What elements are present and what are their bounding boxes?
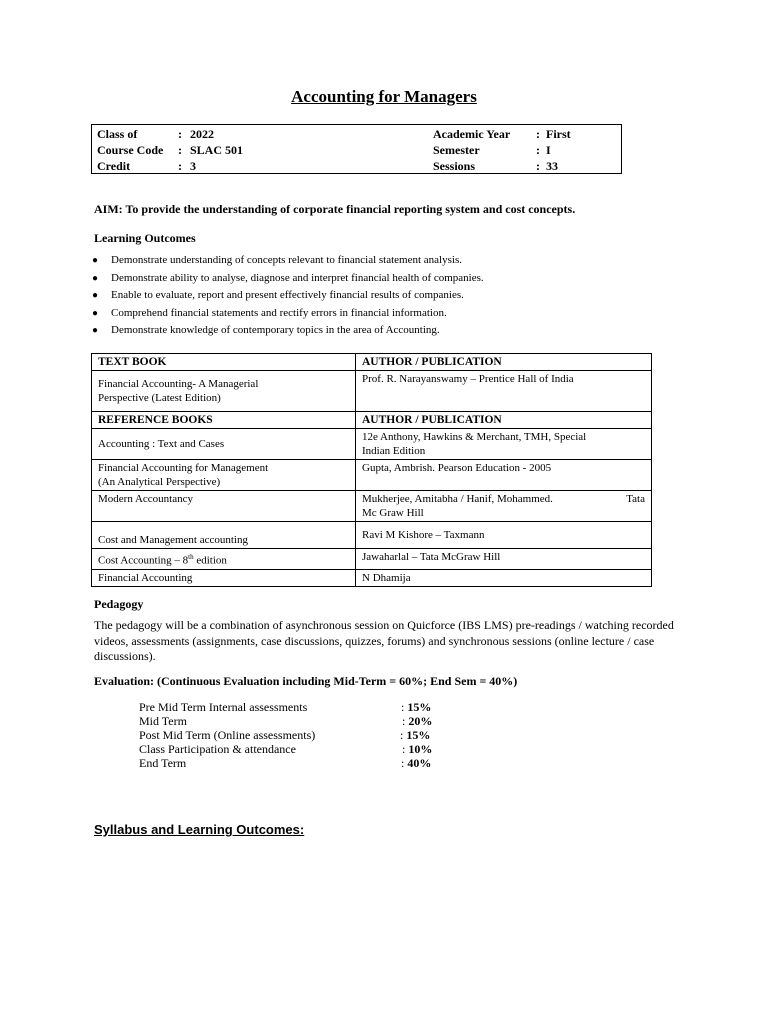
document-title: Accounting for Managers <box>291 87 477 106</box>
reference-title <box>92 549 356 570</box>
evaluation-value: : 40% <box>401 756 432 770</box>
info-value: SLAC 501 <box>190 143 244 157</box>
evaluation-row <box>139 756 439 770</box>
books-table <box>91 353 652 587</box>
reference-title-part: Cost Accounting – 8 <box>98 554 189 567</box>
syllabus-heading: Syllabus and Learning Outcomes: <box>94 822 305 837</box>
list-item: ● Demonstrate ability to analyse, diagnose and interpret financial health of companies. <box>92 270 484 288</box>
text-book-title <box>92 371 356 412</box>
info-sep: : <box>536 159 540 173</box>
table-row <box>92 460 652 491</box>
text-book-header: TEXT BOOK <box>92 354 356 371</box>
info-row-credit <box>97 158 617 174</box>
reference-title-line: (An Analytical Perspective) <box>98 476 221 488</box>
info-label: Academic Year <box>433 127 511 141</box>
info-sep: : <box>536 127 540 141</box>
info-sep: : <box>178 159 182 173</box>
evaluation-row <box>139 742 439 756</box>
table-header-row <box>92 354 652 371</box>
reference-title: Accounting : Text and Cases <box>92 429 356 460</box>
pedagogy-text: The pedagogy will be a combination of asynchronous session on Quicforce (IBS LMS) pre-readings / watching recorded videos, assessments (assignments, case discussions, quizzes, forums) and synchronous sessions (online lecture / case discussions). <box>94 618 674 664</box>
info-value: 33 <box>546 159 558 173</box>
reference-title: Cost and Management accounting <box>92 522 356 549</box>
reference-title-line: Financial Accounting for Management <box>98 462 269 474</box>
evaluation-label: Pre Mid Term Internal assessments <box>139 700 308 714</box>
evaluation-row <box>139 728 439 742</box>
evaluation-row <box>139 714 439 728</box>
reference-title: Financial Accounting <box>92 569 356 586</box>
table-row <box>92 371 652 412</box>
table-row <box>92 522 652 549</box>
info-sep: : <box>178 143 182 157</box>
reference-author-line: Mc Graw Hill <box>362 507 424 519</box>
reference-author-line: Mukherjee, Amitabha / Hanif, Mohammed. <box>362 493 553 505</box>
learning-outcomes-heading: Learning Outcomes <box>94 231 196 245</box>
reference-author: Gupta, Ambrish. Pearson Education - 2005 <box>356 460 652 491</box>
evaluation-label: End Term <box>139 756 187 770</box>
evaluation-value: : 15% <box>401 700 432 714</box>
evaluation-label: Class Participation & attendance <box>139 742 296 756</box>
reference-title-sup: th <box>188 553 194 561</box>
evaluation-percent: 15% <box>406 728 431 742</box>
aim-statement: AIM: To provide the understanding of corporate financial reporting system and cost concepts. <box>94 202 576 216</box>
info-value: 2022 <box>190 127 214 141</box>
evaluation-percent: 40% <box>407 756 432 770</box>
reference-author-line: 12e Anthony, Hawkins & Merchant, TMH, Special <box>362 431 587 443</box>
evaluation-percent: 10% <box>408 742 433 756</box>
table-header-row <box>92 412 652 429</box>
reference-author <box>356 429 652 460</box>
list-item: ● Enable to evaluate, report and present effectively financial results of companies. <box>92 287 484 305</box>
evaluation-value: : 15% <box>400 728 431 742</box>
info-label: Course Code <box>97 143 164 157</box>
reference-author-line: Indian Edition <box>362 445 426 457</box>
evaluation-label: Mid Term <box>139 714 187 728</box>
list-item: ● Comprehend financial statements and rectify errors in financial information. <box>92 305 484 323</box>
evaluation-percent: 20% <box>408 714 433 728</box>
info-value: I <box>546 143 551 157</box>
list-item: ● Demonstrate understanding of concepts relevant to financial statement analysis. <box>92 252 484 270</box>
info-value: 3 <box>190 159 196 173</box>
evaluation-value: : 20% <box>402 714 433 728</box>
table-row <box>92 569 652 586</box>
info-value: First <box>546 127 571 141</box>
reference-author: Ravi M Kishore – Taxmann <box>356 522 652 549</box>
author-header: AUTHOR / PUBLICATION <box>356 354 652 371</box>
pedagogy-heading: Pedagogy <box>94 597 144 611</box>
info-label: Semester <box>433 143 480 157</box>
author-header: AUTHOR / PUBLICATION <box>356 412 652 429</box>
info-label: Class of <box>97 127 138 141</box>
info-sep: : <box>178 127 182 141</box>
evaluation-label: Post Mid Term (Online assessments) <box>139 728 316 742</box>
reference-author-line: Tata <box>626 493 645 505</box>
info-row-class-of <box>97 126 617 142</box>
evaluation-heading: Evaluation: (Continuous Evaluation including Mid-Term = 60%; End Sem = 40%) <box>94 674 518 688</box>
evaluation-percent: 15% <box>407 700 432 714</box>
table-row <box>92 549 652 570</box>
course-info-box <box>91 124 622 174</box>
text-book-author: Prof. R. Narayanswamy – Prentice Hall of India <box>356 371 652 412</box>
evaluation-value: : 10% <box>402 742 433 756</box>
reference-author: N Dhamija <box>356 569 652 586</box>
list-item: ● Demonstrate knowledge of contemporary topics in the area of Accounting. <box>92 322 484 340</box>
info-row-course-code <box>97 142 617 158</box>
learning-outcomes-list <box>92 252 484 340</box>
table-row <box>92 491 652 522</box>
reference-title-part: edition <box>193 554 227 567</box>
text-book-title-line: Perspective (Latest Edition) <box>98 392 221 404</box>
evaluation-row <box>139 700 439 714</box>
info-label: Credit <box>97 159 131 173</box>
reference-title <box>92 460 356 491</box>
info-sep: : <box>536 143 540 157</box>
reference-author: Jawaharlal – Tata McGraw Hill <box>356 549 652 570</box>
reference-author <box>356 491 652 522</box>
text-book-title-line: Financial Accounting- A Managerial <box>98 378 259 390</box>
reference-books-header: REFERENCE BOOKS <box>92 412 356 429</box>
table-row <box>92 429 652 460</box>
info-label: Sessions <box>433 159 476 173</box>
reference-title: Modern Accountancy <box>92 491 356 522</box>
